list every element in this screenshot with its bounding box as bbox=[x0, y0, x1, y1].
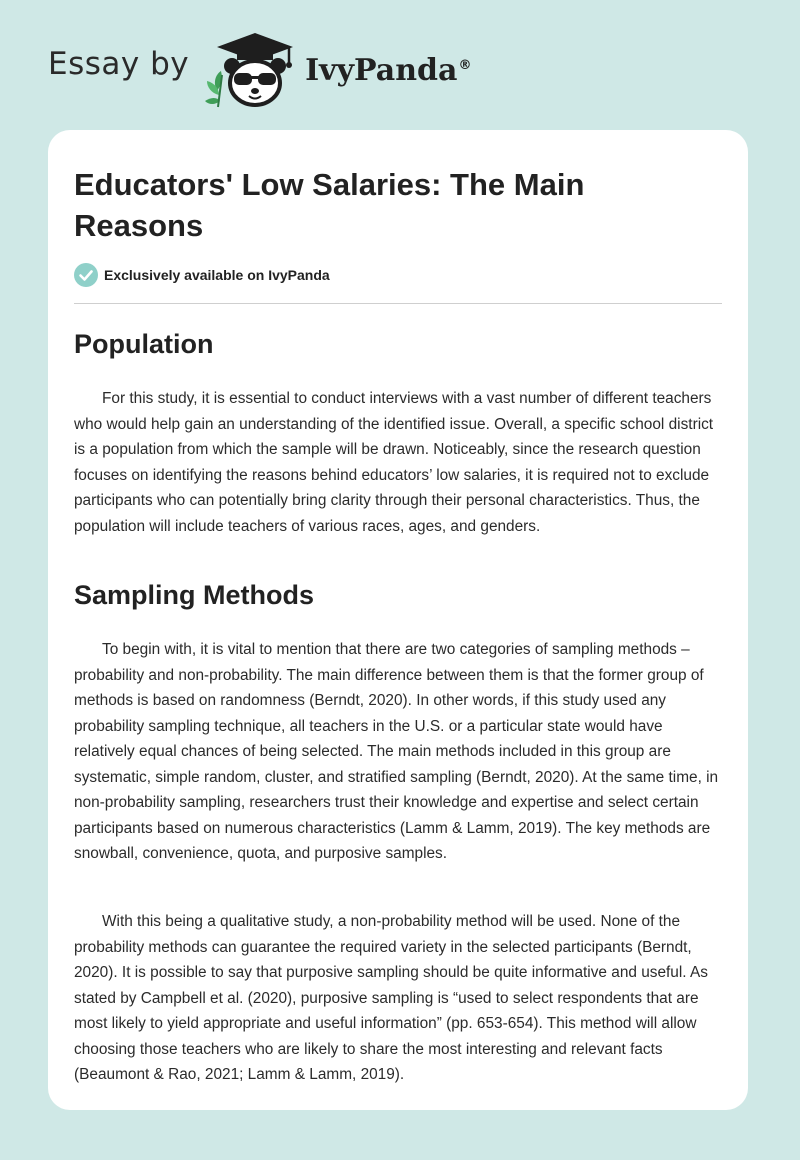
sampling-paragraph-2: With this being a qualitative study, a non-probability method will be used. None of the probability methods can guarantee the required variety in the selected participants (Berndt, 2020). It is possible to say that purposive sampling should be quite informative and useful. As stated by Campbell et al. (2020), purposive sampling is “used to select respondents that are most likely to yield appropriate and useful information” (pp. 653-654). This method will allow choosing those teachers who are likely to share the most interesting and relevant facts (Beaumont & Rao, 2021; Lamm & Lamm, 2019). bbox=[74, 913, 708, 1083]
exclusive-label: Exclusively available on IvyPanda bbox=[104, 267, 330, 283]
essay-by-label: Essay by bbox=[48, 46, 190, 82]
brand-name: IvyPanda® bbox=[305, 52, 472, 88]
essay-card bbox=[48, 130, 748, 1110]
exclusive-badge bbox=[74, 263, 330, 287]
check-circle-icon bbox=[74, 263, 98, 287]
essay-title: Educators' Low Salaries: The Main Reasons bbox=[74, 167, 585, 243]
panda-graduate-icon bbox=[203, 31, 299, 111]
section-heading-population: Population bbox=[74, 329, 214, 359]
title-divider bbox=[74, 303, 722, 304]
section-heading-sampling-methods: Sampling Methods bbox=[74, 580, 315, 610]
sampling-paragraph-1: To begin with, it is vital to mention that there are two categories of sampling methods – probability and non-probability. The main difference between them is that the former group of methods is based on randomness (Berndt, 2020). In other words, if this study used any probability sampling technique, all teachers in the U.S. or a particular state would have relatively equal chances of being selected. The main methods included in this group are systematic, simple random, cluster, and stratified sampling (Berndt, 2020). At the same time, in non-probability sampling, researchers trust their knowledge and expertise and select certain participants based on numerous characteristics (Lamm & Lamm, 2019). The key methods are snowball, convenience, quota, and purposive samples. bbox=[74, 641, 719, 862]
brand-header[interactable] bbox=[48, 28, 471, 114]
population-paragraph: For this study, it is essential to conduct interviews with a vast number of different teachers who would help gain an understanding of the identified issue. Overall, a specific school district is a population from which the sample will be drawn. Noticeably, since the research question focuses on identifying the reasons behind educators’ low salaries, it is required not to exclude participants who can potentially bring clarity through their personal characteristics. Thus, the population will include teachers of various races, ages, and genders. bbox=[74, 390, 714, 535]
registered-mark: ® bbox=[458, 57, 472, 73]
